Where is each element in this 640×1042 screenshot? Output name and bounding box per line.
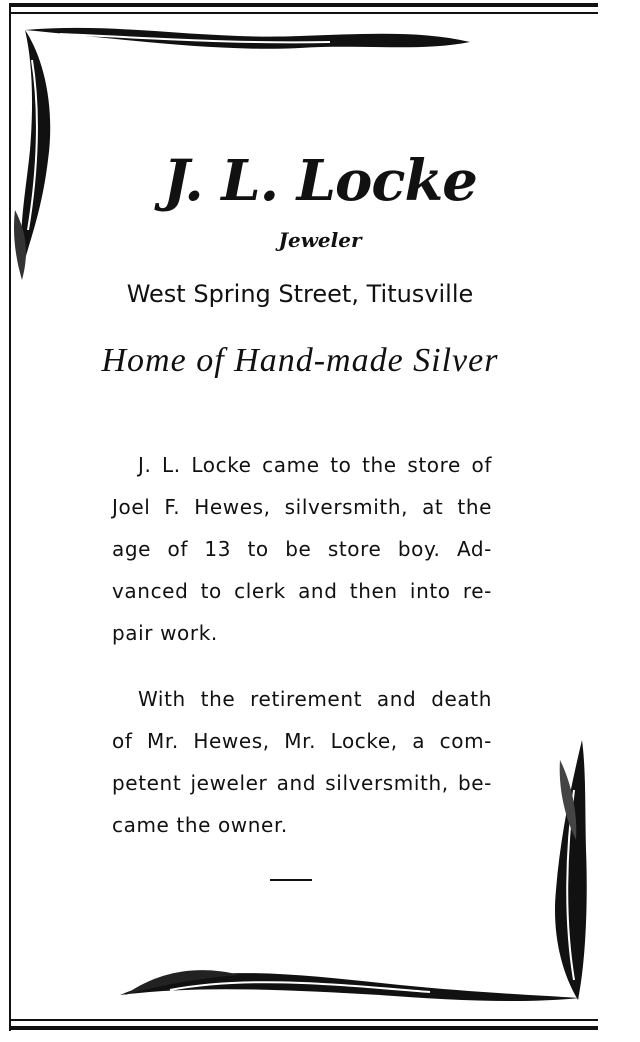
history-paragraph-2	[112, 678, 492, 846]
business-tagline: Home of Hand-made Silver	[101, 342, 499, 379]
business-address: West Spring Street, Titusville	[126, 280, 474, 308]
paragraph-line: pair work.	[112, 621, 218, 645]
paragraph-line: With the retirement and death	[138, 687, 492, 711]
business-type-subtitle: Jeweler	[278, 228, 362, 252]
history-paragraph-1	[112, 444, 492, 654]
business-name-title: J. L. Locke	[163, 148, 477, 214]
paragraph-line: age of 13 to be store boy. Ad-	[112, 537, 492, 561]
section-divider-dash	[270, 879, 312, 881]
paragraph-line: petent jeweler and silversmith, be-	[112, 771, 492, 795]
paragraph-line: of Mr. Hewes, Mr. Locke, a com-	[112, 729, 492, 753]
paragraph-line: Joel F. Hewes, silversmith, at the	[112, 495, 492, 519]
paragraph-line: J. L. Locke came to the store of	[138, 453, 492, 477]
paragraph-line: came the owner.	[112, 813, 288, 837]
paragraph-line: vanced to clerk and then into re-	[112, 579, 492, 603]
